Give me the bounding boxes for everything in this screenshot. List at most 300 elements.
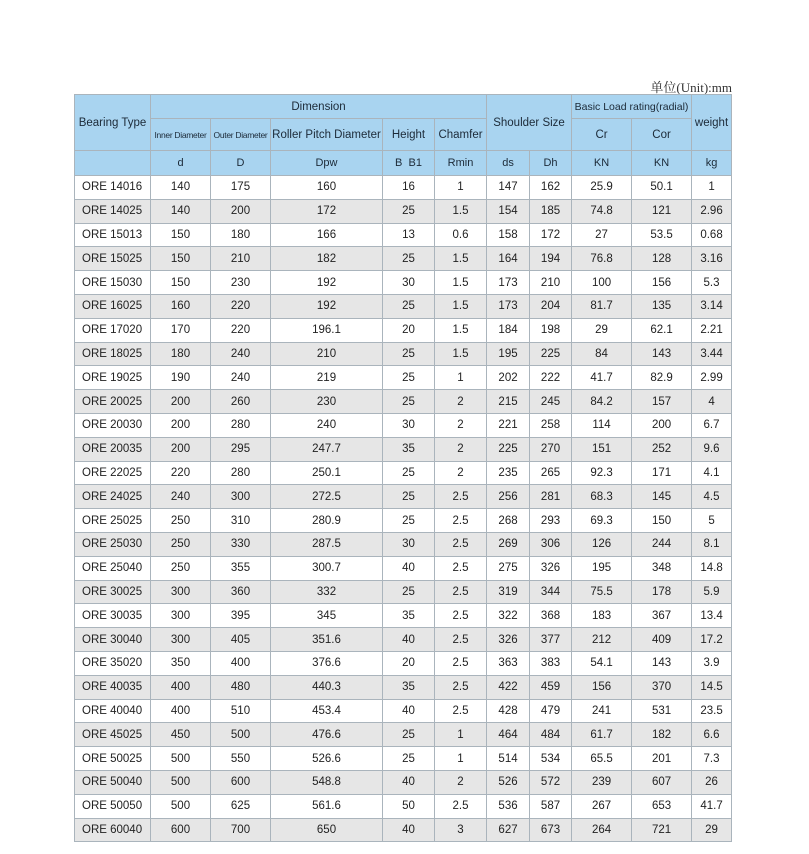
table-cell: 265 <box>530 461 572 485</box>
table-cell: 268 <box>487 509 530 533</box>
table-cell: 2.5 <box>435 509 487 533</box>
table-cell: 202 <box>487 366 530 390</box>
bearing-type-cell: ORE 25025 <box>75 509 151 533</box>
header-unit-kn-cr: KN <box>572 151 632 176</box>
table-cell: 25 <box>383 247 435 271</box>
table-row <box>75 413 732 437</box>
table-cell: 195 <box>572 556 632 580</box>
header-weight: weight <box>692 95 732 151</box>
bearing-type-cell: ORE 50050 <box>75 794 151 818</box>
table-row <box>75 556 732 580</box>
table-cell: 16 <box>383 176 435 200</box>
header-sym-outer-d: D <box>211 151 271 176</box>
table-cell: 140 <box>151 199 211 223</box>
bearing-type-cell: ORE 20030 <box>75 413 151 437</box>
table-row <box>75 294 732 318</box>
table-cell: 376.6 <box>271 651 383 675</box>
table-cell: 5.3 <box>692 271 732 295</box>
table-cell: 377 <box>530 628 572 652</box>
table-cell: 100 <box>572 271 632 295</box>
table-cell: 322 <box>487 604 530 628</box>
table-cell: 220 <box>151 461 211 485</box>
table-cell: 2.5 <box>435 604 487 628</box>
table-cell: 260 <box>211 390 271 414</box>
table-cell: 62.1 <box>632 318 692 342</box>
table-cell: 3.16 <box>692 247 732 271</box>
table-cell: 121 <box>632 199 692 223</box>
table-row <box>75 485 732 509</box>
table-cell: 453.4 <box>271 699 383 723</box>
table-cell: 600 <box>151 818 211 842</box>
table-cell: 173 <box>487 294 530 318</box>
table-cell: 225 <box>530 342 572 366</box>
table-cell: 151 <box>572 437 632 461</box>
table-cell: 195 <box>487 342 530 366</box>
table-cell: 225 <box>487 437 530 461</box>
table-cell: 2.5 <box>435 485 487 509</box>
table-cell: 650 <box>271 818 383 842</box>
table-cell: 68.3 <box>572 485 632 509</box>
table-cell: 75.5 <box>572 580 632 604</box>
table-cell: 536 <box>487 794 530 818</box>
table-cell: 53.5 <box>632 223 692 247</box>
table-cell: 256 <box>487 485 530 509</box>
table-cell: 363 <box>487 651 530 675</box>
table-cell: 183 <box>572 604 632 628</box>
table-cell: 40 <box>383 770 435 794</box>
table-cell: 8.1 <box>692 532 732 556</box>
table-cell: 82.9 <box>632 366 692 390</box>
table-cell: 172 <box>530 223 572 247</box>
table-cell: 25 <box>383 461 435 485</box>
table-cell: 222 <box>530 366 572 390</box>
header-basic-load-rating: Basic Load rating(radial) <box>572 95 692 119</box>
table-cell: 459 <box>530 675 572 699</box>
table-cell: 400 <box>151 675 211 699</box>
table-cell: 2 <box>435 770 487 794</box>
table-cell: 2.5 <box>435 794 487 818</box>
table-cell: 280.9 <box>271 509 383 533</box>
table-cell: 526.6 <box>271 747 383 771</box>
table-cell: 17.2 <box>692 628 732 652</box>
bearing-type-cell: ORE 20025 <box>75 390 151 414</box>
table-row <box>75 342 732 366</box>
table-cell: 240 <box>151 485 211 509</box>
table-cell: 627 <box>487 818 530 842</box>
table-cell: 625 <box>211 794 271 818</box>
table-cell: 192 <box>271 271 383 295</box>
table-row <box>75 199 732 223</box>
table-cell: 5.9 <box>692 580 732 604</box>
table-cell: 200 <box>151 390 211 414</box>
table-cell: 250 <box>151 556 211 580</box>
table-cell: 30 <box>383 413 435 437</box>
table-cell: 245 <box>530 390 572 414</box>
header-sym-d: d <box>151 151 211 176</box>
bearing-type-cell: ORE 60040 <box>75 818 151 842</box>
table-cell: 548.8 <box>271 770 383 794</box>
table-cell: 25 <box>383 199 435 223</box>
table-cell: 190 <box>151 366 211 390</box>
table-cell: 156 <box>572 675 632 699</box>
table-cell: 330 <box>211 532 271 556</box>
table-cell: 81.7 <box>572 294 632 318</box>
table-cell: 2.21 <box>692 318 732 342</box>
table-cell: 300 <box>151 580 211 604</box>
table-cell: 196.1 <box>271 318 383 342</box>
table-cell: 2.5 <box>435 556 487 580</box>
table-cell: 147 <box>487 176 530 200</box>
unit-label: 单位(Unit):mm <box>650 80 732 95</box>
table-cell: 1 <box>435 747 487 771</box>
table-cell: 1.5 <box>435 342 487 366</box>
table-cell: 220 <box>211 294 271 318</box>
table-cell: 230 <box>211 271 271 295</box>
table-row <box>75 651 732 675</box>
table-cell: 84.2 <box>572 390 632 414</box>
table-cell: 0.6 <box>435 223 487 247</box>
table-cell: 272.5 <box>271 485 383 509</box>
bearing-type-cell: ORE 14016 <box>75 176 151 200</box>
table-row <box>75 176 732 200</box>
table-cell: 4.5 <box>692 485 732 509</box>
table-cell: 9.6 <box>692 437 732 461</box>
table-cell: 1 <box>692 176 732 200</box>
table-row <box>75 580 732 604</box>
table-cell: 440.3 <box>271 675 383 699</box>
table-cell: 40 <box>383 556 435 580</box>
table-cell: 23.5 <box>692 699 732 723</box>
table-row <box>75 604 732 628</box>
bearing-type-cell: ORE 30035 <box>75 604 151 628</box>
table-cell: 172 <box>271 199 383 223</box>
table-row <box>75 818 732 842</box>
table-cell: 247.7 <box>271 437 383 461</box>
table-cell: 240 <box>211 366 271 390</box>
table-cell: 450 <box>151 723 211 747</box>
table-cell: 319 <box>487 580 530 604</box>
table-row <box>75 794 732 818</box>
bearing-type-cell: ORE 24025 <box>75 485 151 509</box>
header-sym-dpw: Dpw <box>271 151 383 176</box>
bearing-type-cell: ORE 19025 <box>75 366 151 390</box>
bearing-type-cell: ORE 15013 <box>75 223 151 247</box>
table-cell: 4.1 <box>692 461 732 485</box>
table-cell: 198 <box>530 318 572 342</box>
table-cell: 54.1 <box>572 651 632 675</box>
table-cell: 13 <box>383 223 435 247</box>
table-cell: 2.96 <box>692 199 732 223</box>
table-cell: 76.8 <box>572 247 632 271</box>
table-cell: 61.7 <box>572 723 632 747</box>
table-cell: 180 <box>211 223 271 247</box>
table-row <box>75 509 732 533</box>
table-cell: 1 <box>435 366 487 390</box>
table-cell: 310 <box>211 509 271 533</box>
table-cell: 280 <box>211 461 271 485</box>
table-cell: 3.44 <box>692 342 732 366</box>
table-cell: 25.9 <box>572 176 632 200</box>
table-cell: 2.5 <box>435 628 487 652</box>
table-cell: 1 <box>435 176 487 200</box>
table-cell: 30 <box>383 532 435 556</box>
table-cell: 40 <box>383 818 435 842</box>
table-cell: 3.9 <box>692 651 732 675</box>
table-cell: 6.6 <box>692 723 732 747</box>
table-cell: 367 <box>632 604 692 628</box>
bearing-type-cell: ORE 50025 <box>75 747 151 771</box>
bearing-type-cell: ORE 45025 <box>75 723 151 747</box>
table-cell: 264 <box>572 818 632 842</box>
header-unit-kg: kg <box>692 151 732 176</box>
table-cell: 221 <box>487 413 530 437</box>
table-cell: 25 <box>383 390 435 414</box>
table-cell: 240 <box>271 413 383 437</box>
table-cell: 92.3 <box>572 461 632 485</box>
table-cell: 306 <box>530 532 572 556</box>
header-shoulder-size: Shoulder Size <box>487 95 572 151</box>
table-cell: 6.7 <box>692 413 732 437</box>
table-row <box>75 437 732 461</box>
table-cell: 250 <box>151 509 211 533</box>
bearing-type-cell: ORE 16025 <box>75 294 151 318</box>
table-cell: 114 <box>572 413 632 437</box>
table-cell: 405 <box>211 628 271 652</box>
table-cell: 464 <box>487 723 530 747</box>
table-cell: 200 <box>151 437 211 461</box>
table-cell: 65.5 <box>572 747 632 771</box>
table-cell: 40 <box>383 628 435 652</box>
table-cell: 29 <box>692 818 732 842</box>
table-cell: 171 <box>632 461 692 485</box>
header-bearing-type: Bearing Type <box>75 95 151 151</box>
table-cell: 428 <box>487 699 530 723</box>
table-cell: 600 <box>211 770 271 794</box>
header-cr: Cr <box>572 119 632 151</box>
header-height: Height <box>383 119 435 151</box>
table-cell: 50.1 <box>632 176 692 200</box>
bearing-type-cell: ORE 20035 <box>75 437 151 461</box>
table-cell: 220 <box>211 318 271 342</box>
table-cell: 150 <box>151 247 211 271</box>
table-cell: 192 <box>271 294 383 318</box>
table-cell: 143 <box>632 342 692 366</box>
table-cell: 1.5 <box>435 294 487 318</box>
table-row <box>75 723 732 747</box>
table-cell: 422 <box>487 675 530 699</box>
header-sym-dh: Dh <box>530 151 572 176</box>
table-cell: 1.5 <box>435 318 487 342</box>
bearing-type-cell: ORE 18025 <box>75 342 151 366</box>
table-cell: 69.3 <box>572 509 632 533</box>
table-cell: 479 <box>530 699 572 723</box>
table-cell: 25 <box>383 342 435 366</box>
table-cell: 300 <box>151 628 211 652</box>
bearing-type-cell: ORE 25040 <box>75 556 151 580</box>
table-cell: 25 <box>383 747 435 771</box>
table-cell: 2 <box>435 413 487 437</box>
table-cell: 531 <box>632 699 692 723</box>
table-cell: 150 <box>632 509 692 533</box>
table-cell: 1.5 <box>435 247 487 271</box>
table-cell: 200 <box>151 413 211 437</box>
table-cell: 194 <box>530 247 572 271</box>
table-row <box>75 699 732 723</box>
table-cell: 158 <box>487 223 530 247</box>
bearing-type-cell: ORE 25030 <box>75 532 151 556</box>
table-cell: 1.5 <box>435 271 487 295</box>
table-cell: 26 <box>692 770 732 794</box>
bearing-type-cell: ORE 15025 <box>75 247 151 271</box>
table-cell: 480 <box>211 675 271 699</box>
table-cell: 2 <box>435 437 487 461</box>
table-cell: 157 <box>632 390 692 414</box>
header-roller-pitch-diameter: Roller Pitch Diameter <box>271 119 383 151</box>
table-cell: 344 <box>530 580 572 604</box>
table-cell: 267 <box>572 794 632 818</box>
table-cell: 360 <box>211 580 271 604</box>
table-row <box>75 366 732 390</box>
table-cell: 210 <box>211 247 271 271</box>
table-cell: 287.5 <box>271 532 383 556</box>
table-cell: 156 <box>632 271 692 295</box>
table-cell: 3.14 <box>692 294 732 318</box>
bearing-type-cell: ORE 30040 <box>75 628 151 652</box>
table-cell: 400 <box>151 699 211 723</box>
header-unit-kn-cor: KN <box>632 151 692 176</box>
table-cell: 409 <box>632 628 692 652</box>
header-sym-b-b1: B B1 <box>383 151 435 176</box>
table-cell: 500 <box>211 723 271 747</box>
table-cell: 1 <box>435 723 487 747</box>
table-cell: 27 <box>572 223 632 247</box>
table-row <box>75 461 732 485</box>
table-cell: 170 <box>151 318 211 342</box>
table-cell: 550 <box>211 747 271 771</box>
table-cell: 300.7 <box>271 556 383 580</box>
bearing-type-cell: ORE 14025 <box>75 199 151 223</box>
table-cell: 14.5 <box>692 675 732 699</box>
table-cell: 370 <box>632 675 692 699</box>
table-cell: 210 <box>530 271 572 295</box>
table-cell: 235 <box>487 461 530 485</box>
table-cell: 212 <box>572 628 632 652</box>
table-cell: 587 <box>530 794 572 818</box>
table-cell: 2 <box>435 461 487 485</box>
table-cell: 269 <box>487 532 530 556</box>
table-cell: 200 <box>211 199 271 223</box>
table-cell: 25 <box>383 723 435 747</box>
table-cell: 200 <box>632 413 692 437</box>
table-cell: 500 <box>151 747 211 771</box>
header-outer-diameter: Outer Diameter <box>211 119 271 151</box>
table-cell: 653 <box>632 794 692 818</box>
table-cell: 25 <box>383 294 435 318</box>
table-cell: 2.5 <box>435 651 487 675</box>
table-cell: 25 <box>383 580 435 604</box>
table-cell: 400 <box>211 651 271 675</box>
table-cell: 700 <box>211 818 271 842</box>
table-cell: 35 <box>383 675 435 699</box>
table-cell: 240 <box>211 342 271 366</box>
table-row <box>75 390 732 414</box>
table-cell: 20 <box>383 651 435 675</box>
table-cell: 673 <box>530 818 572 842</box>
table-cell: 230 <box>271 390 383 414</box>
header-inner-diameter: Inner Diameter <box>151 119 211 151</box>
table-cell: 41.7 <box>692 794 732 818</box>
table-row <box>75 271 732 295</box>
table-cell: 300 <box>151 604 211 628</box>
table-cell: 14.8 <box>692 556 732 580</box>
table-cell: 40 <box>383 699 435 723</box>
table-cell: 368 <box>530 604 572 628</box>
table-cell: 239 <box>572 770 632 794</box>
table-cell: 1.5 <box>435 199 487 223</box>
header-sym-rmin: Rmin <box>435 151 487 176</box>
table-cell: 20 <box>383 318 435 342</box>
table-cell: 2.5 <box>435 580 487 604</box>
table-cell: 244 <box>632 532 692 556</box>
table-cell: 281 <box>530 485 572 509</box>
table-cell: 500 <box>151 794 211 818</box>
table-cell: 345 <box>271 604 383 628</box>
table-cell: 164 <box>487 247 530 271</box>
header-cor: Cor <box>632 119 692 151</box>
table-cell: 526 <box>487 770 530 794</box>
table-row <box>75 318 732 342</box>
table-cell: 250 <box>151 532 211 556</box>
table-cell: 30 <box>383 271 435 295</box>
table-cell: 154 <box>487 199 530 223</box>
table-row <box>75 747 732 771</box>
table-cell: 185 <box>530 199 572 223</box>
table-cell: 351.6 <box>271 628 383 652</box>
table-cell: 561.6 <box>271 794 383 818</box>
table-cell: 35 <box>383 604 435 628</box>
table-cell: 175 <box>211 176 271 200</box>
table-cell: 383 <box>530 651 572 675</box>
table-body <box>75 176 732 842</box>
table-cell: 145 <box>632 485 692 509</box>
table-cell: 250.1 <box>271 461 383 485</box>
table-row <box>75 532 732 556</box>
table-cell: 355 <box>211 556 271 580</box>
table-cell: 7.3 <box>692 747 732 771</box>
table-cell: 166 <box>271 223 383 247</box>
table-cell: 5 <box>692 509 732 533</box>
table-cell: 4 <box>692 390 732 414</box>
table-cell: 348 <box>632 556 692 580</box>
table-cell: 25 <box>383 366 435 390</box>
table-cell: 510 <box>211 699 271 723</box>
table-cell: 29 <box>572 318 632 342</box>
table-row <box>75 223 732 247</box>
table-cell: 182 <box>632 723 692 747</box>
table-cell: 721 <box>632 818 692 842</box>
table-cell: 241 <box>572 699 632 723</box>
table-cell: 0.68 <box>692 223 732 247</box>
bearing-type-cell: ORE 40035 <box>75 675 151 699</box>
table-cell: 180 <box>151 342 211 366</box>
table-cell: 74.8 <box>572 199 632 223</box>
table-cell: 2.5 <box>435 532 487 556</box>
bearing-type-cell: ORE 15030 <box>75 271 151 295</box>
table-cell: 293 <box>530 509 572 533</box>
bearing-type-cell: ORE 35020 <box>75 651 151 675</box>
table-cell: 3 <box>435 818 487 842</box>
table-cell: 210 <box>271 342 383 366</box>
